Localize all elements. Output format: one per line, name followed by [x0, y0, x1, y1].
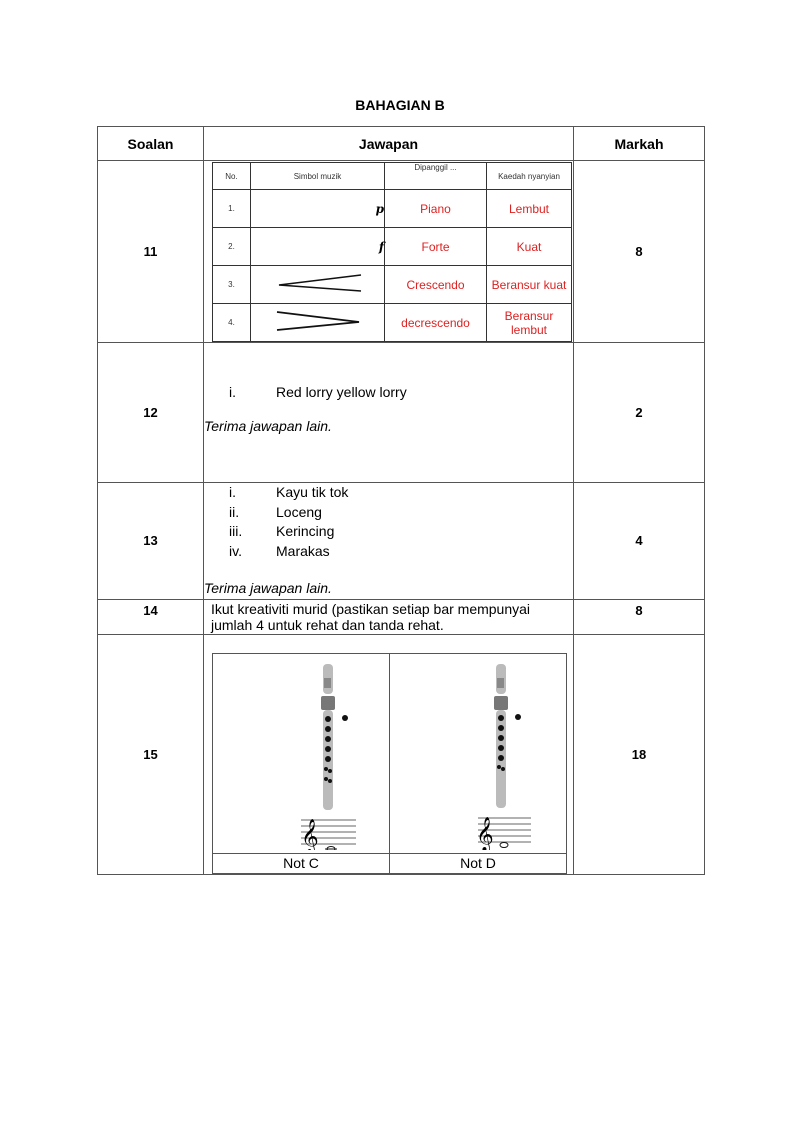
answer-cell	[204, 161, 574, 343]
accept-other-note: Terima jawapan lain.	[204, 580, 332, 596]
answer-cell	[204, 483, 574, 600]
row-no: 1.	[213, 190, 251, 228]
row-no: 4.	[213, 304, 251, 342]
list-item	[204, 384, 573, 400]
question-number: 14	[98, 599, 204, 634]
item-number: i.	[229, 383, 236, 400]
piano-dynamic-icon: p	[251, 190, 385, 228]
svg-text:𝄞: 𝄞	[476, 816, 494, 850]
symbol-row	[213, 228, 572, 266]
table-row-q15	[98, 634, 705, 874]
symbol-row	[213, 304, 572, 342]
answer-table	[97, 126, 705, 875]
note-label: Not D	[390, 853, 567, 873]
fingering-row	[213, 653, 567, 853]
item-text: Marakas	[276, 542, 330, 559]
row-method: Kuat	[487, 228, 572, 266]
accept-other-note: Terima jawapan lain.	[204, 417, 332, 434]
header-markah: Markah	[574, 127, 705, 161]
item-text: Kayu tik tok	[276, 484, 349, 500]
item-text: Red lorry yellow lorry	[276, 383, 407, 400]
row-called: Forte	[385, 228, 487, 266]
header-soalan: Soalan	[98, 127, 204, 161]
row-no: 2.	[213, 228, 251, 266]
table-row-q11	[98, 161, 705, 343]
recorder-fingering-d-icon	[390, 653, 567, 853]
fingering-label-row	[213, 853, 567, 873]
question-number: 15	[98, 634, 204, 874]
header-jawapan: Jawapan	[204, 127, 574, 161]
mark-value: 8	[574, 599, 705, 634]
answer-cell	[204, 343, 574, 483]
crescendo-hairpin-icon	[251, 266, 385, 304]
row-method: Beransur lembut	[487, 304, 572, 342]
mark-value: 4	[574, 483, 705, 600]
table-row-q14	[98, 599, 705, 634]
list-item	[204, 483, 573, 503]
item-number: ii.	[229, 503, 240, 520]
item-number: iv.	[229, 542, 242, 559]
recorder-fingering-table	[212, 653, 567, 874]
item-text: Kerincing	[276, 523, 335, 539]
svg-text:𝄞: 𝄞	[301, 818, 319, 850]
table-row-q13	[98, 483, 705, 600]
music-symbol-table	[212, 162, 572, 342]
mark-value: 2	[574, 343, 705, 483]
row-called: Piano	[385, 190, 487, 228]
header-simbol: Simbol muzik	[251, 163, 385, 190]
answer-text: Ikut kreativiti murid (pastikan setiap bar mempunyai jumlah 4 untuk rehat dan tanda rehat.	[204, 599, 574, 634]
item-number: iii.	[229, 523, 243, 539]
answer-cell	[204, 634, 574, 874]
question-number: 11	[98, 161, 204, 343]
row-method: Beransur kuat	[487, 266, 572, 304]
inner-header-row	[213, 163, 572, 190]
item-number: i.	[229, 484, 236, 500]
mark-value: 18	[574, 634, 705, 874]
list-item	[204, 503, 573, 523]
forte-dynamic-icon: f	[251, 228, 385, 266]
row-called: decrescendo	[385, 304, 487, 342]
note-label: Not C	[213, 853, 390, 873]
row-no: 3.	[213, 266, 251, 304]
row-method: Lembut	[487, 190, 572, 228]
symbol-row	[213, 266, 572, 304]
question-number: 12	[98, 343, 204, 483]
header-kaedah: Kaedah nyanyian	[487, 163, 572, 190]
table-row-q12	[98, 343, 705, 483]
symbol-row	[213, 190, 572, 228]
recorder-fingering-c-icon	[213, 653, 390, 853]
table-header-row	[98, 127, 705, 161]
item-text: Loceng	[276, 503, 322, 520]
question-number: 13	[98, 483, 204, 600]
header-no: No.	[213, 163, 251, 190]
page-title: BAHAGIAN B	[355, 97, 445, 113]
list-item	[204, 522, 573, 542]
row-called: Crescendo	[385, 266, 487, 304]
mark-value: 8	[574, 161, 705, 343]
list-item	[204, 542, 573, 562]
header-dipanggil: Dipanggil ...	[385, 163, 487, 190]
decrescendo-hairpin-icon	[251, 304, 385, 342]
